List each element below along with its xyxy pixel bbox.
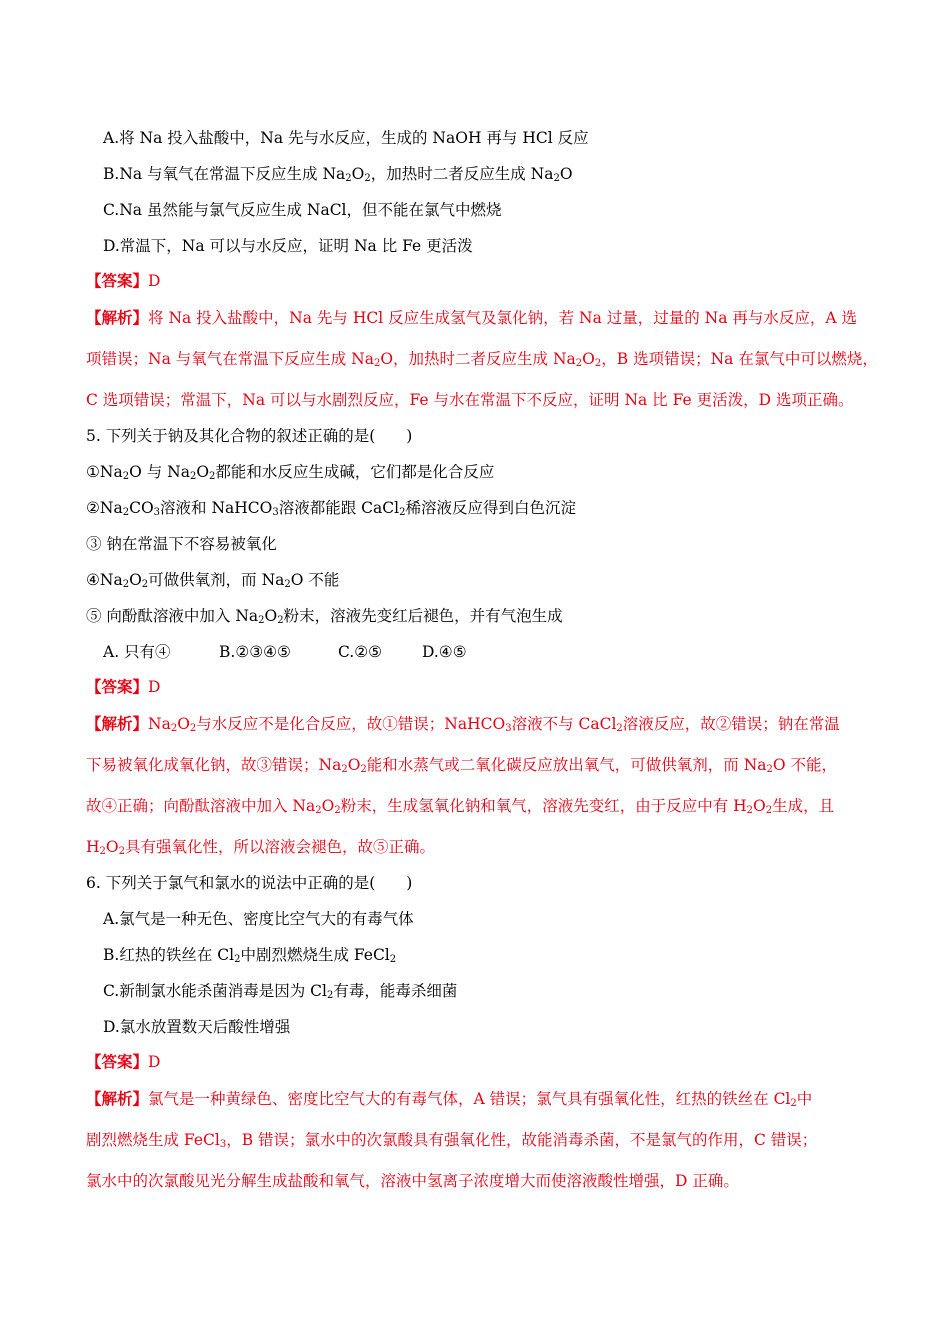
text: 都能和水反应生成碱，它们都是化合反应 <box>215 463 495 481</box>
text: 将 Na 投入盐酸中，Na 先与 HCl 反应生成氢气及氯化钠，若 Na 过量，过量的 Na 再与水反应，A 选 <box>148 309 858 327</box>
subscript: 2 <box>141 579 149 590</box>
subscript: 2 <box>234 954 241 965</box>
subscript: 2 <box>594 358 602 369</box>
text: O <box>196 463 210 481</box>
subscript: 2 <box>765 805 773 816</box>
q4-option-a: A.将 Na 投入盐酸中，Na 先与水反应，生成的 NaOH 再与 HCl 反应 <box>103 129 589 147</box>
subscript: 2 <box>189 723 197 734</box>
subscript: 2 <box>118 846 125 857</box>
q5-statement-3: ③ 钠在常温下不容易被氧化 <box>86 535 277 553</box>
answer-tag: 【答案】 <box>86 677 149 696</box>
text: 溶液都能跟 CaCl <box>278 499 400 517</box>
text: O <box>105 838 119 856</box>
text: O <box>582 350 595 368</box>
text: Na <box>148 715 171 733</box>
explanation-tag: 【解析】 <box>86 714 149 733</box>
q5-option-a: A. 只有④ <box>103 643 171 661</box>
subscript: 2 <box>360 764 367 775</box>
subscript: 2 <box>284 579 291 590</box>
text: 下易被氧化成氧化钠，故③错误；Na <box>86 756 342 774</box>
q4-option-c: C.Na 虽然能与氯气反应生成 NaCl，但不能在氯气中燃烧 <box>103 201 502 219</box>
text: O <box>753 797 766 815</box>
q5-option-c: C.②⑤ <box>338 643 383 661</box>
subscript: 2 <box>790 1098 797 1109</box>
q5-option-d: D.④⑤ <box>422 643 467 661</box>
text: H <box>86 838 100 856</box>
subscript: 2 <box>315 805 322 816</box>
text: O 不能， <box>772 756 838 774</box>
subscript: 2 <box>345 173 352 184</box>
text: 生成，且 <box>772 797 835 815</box>
text: O <box>559 165 573 183</box>
text: O <box>347 756 361 774</box>
q6-stem: 6. 下列关于氯气和氯水的说法中正确的是( ) <box>86 874 413 892</box>
subscript: 2 <box>334 805 341 816</box>
q5-answer <box>86 676 160 698</box>
subscript: 2 <box>277 615 284 626</box>
text: O <box>129 571 142 589</box>
text: ④Na <box>86 571 123 589</box>
subscript: 2 <box>389 954 397 965</box>
text: 氯气是一种黄绿色、密度比空气大的有毒气体，A 错误；氯气具有强氧化性，红热的铁丝在 Cl <box>148 1090 791 1108</box>
subscript: 2 <box>373 358 381 369</box>
text: 中 <box>796 1090 813 1108</box>
subscript: 2 <box>364 173 371 184</box>
text: 故④正确；向酚酞溶液中加入 Na <box>86 797 316 815</box>
subscript: 2 <box>746 805 754 816</box>
text: 剧烈燃烧生成 FeCl <box>86 1131 220 1149</box>
q5-statement-2 <box>86 497 576 519</box>
subscript: 3 <box>505 723 512 734</box>
text: 中剧烈燃烧生成 FeCl <box>240 946 390 964</box>
q6-option-b <box>103 944 396 966</box>
text: O 与 Na <box>129 463 190 481</box>
q4-explanation-line-3: C 选项错误；常温下，Na 可以与水剧烈反应，Fe 与水在常温下不反应，证明 Na 比 Fe 更活泼，D 选项正确。 <box>86 391 854 409</box>
text: ，B 错误；氯水中的次氯酸具有强氧化性，故能消毒杀菌，不是氯气的作用，C 错误； <box>226 1131 818 1149</box>
text: B.红热的铁丝在 Cl <box>103 946 235 964</box>
text: 溶液反应，故②错误；钠在常温 <box>622 715 840 733</box>
subscript: 2 <box>189 471 197 482</box>
text: ⑤ 向酚酞溶液中加入 Na <box>86 607 259 625</box>
text: 溶液和 NaHCO <box>160 499 273 517</box>
q4-option-b <box>103 163 573 185</box>
q5-options <box>103 641 467 663</box>
q5-explanation-line-2 <box>86 754 837 776</box>
answer-tag: 【答案】 <box>86 1052 149 1071</box>
subscript: 3 <box>272 507 279 518</box>
subscript: 2 <box>122 507 130 518</box>
q5-explanation-line-1 <box>86 713 840 735</box>
subscript: 2 <box>99 846 106 857</box>
text: 能和水蒸气或二氧化碳反应放出氧气，可做供氧剂，而 Na <box>366 756 767 774</box>
text: ，B 选项错误；Na 在氯气中可以燃烧， <box>601 350 878 368</box>
q4-explanation-line-2 <box>86 348 878 370</box>
q5-explanation-line-4 <box>86 836 435 858</box>
subscript: 2 <box>258 615 265 626</box>
q4-explanation-line-1 <box>86 307 857 329</box>
answer-value: D <box>148 1053 161 1071</box>
subscript: 2 <box>326 990 334 1001</box>
q4-option-d: D.常温下，Na 可以与水反应，证明 Na 比 Fe 更活泼 <box>103 237 473 255</box>
q5-option-b: B.②③④⑤ <box>219 643 291 661</box>
answer-tag: 【答案】 <box>86 271 149 290</box>
q5-stem: 5. 下列关于钠及其化合物的叙述正确的是( ) <box>86 427 413 445</box>
subscript: 2 <box>766 764 773 775</box>
text: 稀溶液反应得到白色沉淀 <box>405 499 576 517</box>
text: O <box>177 715 190 733</box>
subscript: 2 <box>122 471 130 482</box>
text: 溶液不与 CaCl <box>511 715 617 733</box>
subscript: 2 <box>399 507 406 518</box>
q5-statement-1 <box>86 461 494 483</box>
text: O，加热时二者反应生成 Na <box>380 350 576 368</box>
text: 粉末，生成氢氧化钠和氧气，溶液先变红，由于反应中有 H <box>340 797 747 815</box>
q6-option-c <box>103 980 457 1002</box>
subscript: 2 <box>341 764 348 775</box>
subscript: 3 <box>219 1139 227 1150</box>
subscript: 2 <box>575 358 583 369</box>
text: B.Na 与氧气在常温下反应生成 Na <box>103 165 346 183</box>
q6-option-a: A.氯气是一种无色、密度比空气大的有毒气体 <box>103 910 414 928</box>
q6-explanation-line-3: 氯水中的次氯酸见光分解生成盐酸和氧气，溶液中氢离子浓度增大而使溶液酸性增强，D 正确。 <box>86 1172 739 1190</box>
answer-value: D <box>148 272 161 290</box>
text: CO <box>129 499 154 517</box>
text: C.新制氯水能杀菌消毒是因为 Cl <box>103 982 327 1000</box>
subscript: 2 <box>122 579 130 590</box>
text: O <box>321 797 335 815</box>
subscript: 3 <box>153 507 161 518</box>
q5-statement-4 <box>86 569 339 591</box>
text: ②Na <box>86 499 123 517</box>
q6-answer <box>86 1051 160 1073</box>
explanation-tag: 【解析】 <box>86 1089 149 1108</box>
q6-explanation-line-2 <box>86 1129 817 1151</box>
subscript: 2 <box>553 173 560 184</box>
q6-option-d: D.氯水放置数天后酸性增强 <box>103 1018 291 1036</box>
text: O 不能 <box>290 571 340 589</box>
text: 项错误；Na 与氧气在常温下反应生成 Na <box>86 350 374 368</box>
text: ，加热时二者反应生成 Na <box>370 165 554 183</box>
text: ①Na <box>86 463 123 481</box>
subscript: 2 <box>209 471 216 482</box>
subscript: 2 <box>170 723 178 734</box>
q4-answer <box>86 270 160 292</box>
text: O <box>351 165 365 183</box>
text: 可做供氧剂，而 Na <box>148 571 285 589</box>
q5-statement-5 <box>86 605 563 627</box>
text: 粉末，溶液先变红后褪色，并有气泡生成 <box>283 607 563 625</box>
text: 具有强氧化性，所以溶液会褪色，故⑤正确。 <box>125 838 436 856</box>
subscript: 2 <box>616 723 623 734</box>
q5-explanation-line-3 <box>86 795 834 817</box>
text: O <box>264 607 278 625</box>
text: 有毒，能毒杀细菌 <box>333 982 458 1000</box>
answer-value: D <box>148 678 161 696</box>
explanation-tag: 【解析】 <box>86 308 149 327</box>
q6-explanation-line-1 <box>86 1088 812 1110</box>
text: 与水反应不是化合反应，故①错误；NaHCO <box>196 715 506 733</box>
